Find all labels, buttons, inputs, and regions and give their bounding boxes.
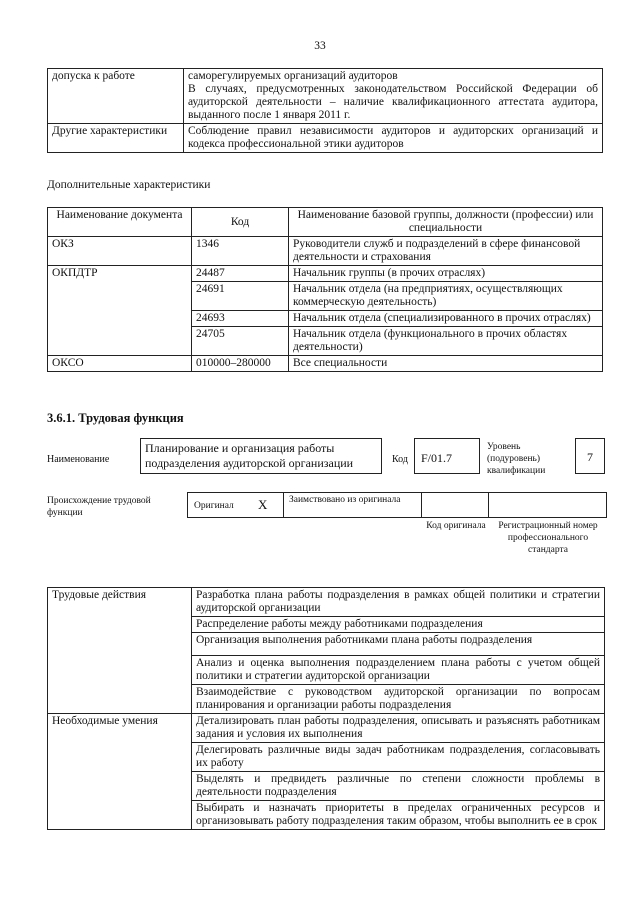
cell-code: 24705: [192, 327, 289, 356]
top-table: [47, 68, 603, 153]
level-label: Уровень (подуровень) квалификации: [487, 442, 546, 476]
action-item: Организация выполнения работниками плана работы подразделения: [192, 633, 605, 656]
code-original-label: Код оригинала: [426, 521, 486, 531]
origin-box: [187, 492, 607, 518]
action-item: Разработка плана работы подразделения в рамках общей политики и стратегии аудиторской организации: [192, 588, 605, 617]
cell-code: 010000–280000: [192, 356, 289, 372]
row-value: [184, 69, 603, 124]
table-row: [48, 69, 603, 124]
cell-name: Начальник отдела (на предприятиях, осуществляющих коммерческую деятельность): [289, 282, 603, 311]
table-row: [48, 588, 605, 617]
cell-doc: ОКСО: [48, 356, 192, 372]
header-name: Наименование базовой группы, должности (профессии) или специальности: [289, 208, 603, 237]
header-doc: Наименование документа: [48, 208, 192, 237]
action-item: Взаимодействие с руководством аудиторской организации по вопросам планирования и организации работы подразделения: [192, 685, 605, 714]
table-row: [48, 356, 603, 372]
borrowed-label: Заимствовано из оригинала: [289, 495, 401, 505]
row-value: Соблюдение правил независимости аудиторов и аудиторских организаций и кодекса профессиональной этики аудиторов: [184, 124, 603, 153]
divider: [421, 493, 422, 517]
row-value-line: саморегулируемых организаций аудиторов: [188, 70, 398, 82]
skill-item: Детализировать план работы подразделения, описывать и разъяснять работникам задания и условия их выполнения: [192, 714, 605, 743]
cell-code: 24691: [192, 282, 289, 311]
cell-name: Все специальности: [289, 356, 603, 372]
table-header: [48, 208, 603, 237]
skill-item: Делегировать различные виды задач работникам подразделения, согласовывать их работу: [192, 743, 605, 772]
action-item: Анализ и оценка выполнения подразделением плана работы с учетом общей политики и стратегии аудиторской организации: [192, 656, 605, 685]
function-table: [47, 587, 605, 830]
row-label: Другие характеристики: [48, 124, 184, 153]
actions-label: Трудовые действия: [48, 588, 192, 714]
registration-label: Регистрационный номер профессионального стандарта: [498, 521, 598, 555]
cell-code: 1346: [192, 237, 289, 266]
cell-code: 24693: [192, 311, 289, 327]
cell-doc: ОКЗ: [48, 237, 192, 266]
function-code: F/01.7: [414, 438, 480, 474]
table-row: [48, 124, 603, 153]
cell-name: Начальник группы (в прочих отраслях): [289, 266, 603, 282]
original-mark: X: [258, 497, 268, 512]
divider: [283, 493, 284, 517]
action-item: Распределение работы между работниками подразделения: [192, 617, 605, 633]
cell-name: Руководители служб и подразделений в сфере финансовой деятельности и страхования: [289, 237, 603, 266]
cell-doc: ОКПДТР: [48, 266, 192, 356]
skill-item: Выделять и предвидеть различные по степени сложности проблемы в деятельности подразделения: [192, 772, 605, 801]
additional-table: [47, 207, 603, 372]
code-label: Код: [392, 454, 408, 465]
cell-code: 24487: [192, 266, 289, 282]
level-value: 7: [575, 438, 605, 474]
origin-label: Происхождение трудовой функции: [47, 496, 151, 518]
page-number: 33: [314, 40, 326, 52]
row-label: допуска к работе: [48, 69, 184, 124]
function-name: Планирование и организация работы подразделения аудиторской организации: [140, 438, 382, 474]
skills-label: Необходимые умения: [48, 714, 192, 830]
section-title: 3.6.1. Трудовая функция: [47, 411, 184, 425]
name-label: Наименование: [47, 454, 110, 465]
row-value-line: В случаях, предусмотренных законодательством Российской Федерации об аудиторской деятельности – наличие квалификационного аттестата аудитора, выданного после 1 января 2011 г.: [188, 83, 598, 121]
cell-name: Начальник отдела (специализированного в прочих отраслях): [289, 311, 603, 327]
table-row: [48, 714, 605, 743]
divider: [488, 493, 489, 517]
cell-name: Начальник отдела (функционального в прочих областях деятельности): [289, 327, 603, 356]
header-code: Код: [192, 208, 289, 237]
additional-title: Дополнительные характеристики: [47, 179, 211, 191]
table-row: [48, 266, 603, 282]
original-label: Оригинал: [194, 501, 234, 511]
table-row: [48, 237, 603, 266]
skill-item: Выбирать и назначать приоритеты в пределах ограниченных ресурсов и организовывать работу подразделения таким образом, чтобы выполнить ее в срок: [192, 801, 605, 830]
